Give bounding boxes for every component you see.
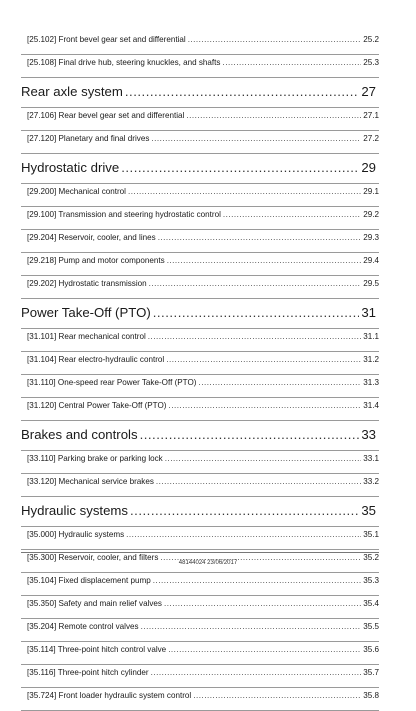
toc-page-number: 35.2 (363, 553, 379, 562)
toc-entry-underline (21, 526, 379, 527)
toc-dot-leader (149, 279, 362, 288)
toc-entry-underline (21, 130, 379, 131)
toc-entry-underline (21, 107, 379, 108)
toc-dot-leader (126, 530, 361, 539)
toc-dot-leader (151, 134, 361, 143)
toc-subsection-entry[interactable] (21, 378, 379, 396)
toc-entry-underline (21, 252, 379, 253)
toc-entry-title: [25.102] Front bevel gear set and differential (27, 35, 186, 44)
footer-document-id: 48144024 23/06/2017 (178, 560, 238, 566)
toc-entry-title: [25.108] Final drive hub, steering knuckles, and shafts (27, 58, 221, 67)
toc-subsection-entry[interactable] (21, 35, 379, 53)
toc-entry-underline (21, 618, 379, 619)
toc-entry-title: [31.110] One-speed rear Power Take-Off (PTO) (27, 378, 197, 387)
toc-dot-leader (148, 332, 361, 341)
toc-entry-underline (21, 641, 379, 642)
toc-entry-title: [31.101] Rear mechanical control (27, 332, 146, 341)
toc-subsection-entry[interactable] (21, 58, 379, 76)
toc-page-number: 31.3 (363, 378, 379, 387)
toc-dot-leader (193, 691, 361, 700)
toc-entry-underline (21, 450, 379, 451)
toc-dot-leader (198, 378, 361, 387)
toc-dot-leader (188, 35, 362, 44)
toc-page-number: 27.2 (363, 134, 379, 143)
toc-entry-title: Rear axle system (21, 84, 123, 99)
toc-page-number: 27.1 (363, 111, 379, 120)
toc-entry-underline (21, 549, 379, 550)
toc-entry-title: [35.114] Three-point hitch control valve (27, 645, 167, 654)
toc-page-number: 25.3 (363, 58, 379, 67)
toc-entry-underline (21, 229, 379, 230)
toc-entry-underline (21, 153, 379, 154)
toc-dot-leader (140, 427, 360, 442)
toc-entry-underline (21, 77, 379, 78)
toc-entry-underline (21, 298, 379, 299)
toc-dot-leader (125, 84, 359, 99)
toc-page-number: 31 (361, 305, 376, 320)
toc-entry-underline (21, 496, 379, 497)
toc-entry-underline (21, 351, 379, 352)
toc-subsection-entry[interactable] (21, 233, 379, 251)
toc-page-number: 33.1 (363, 454, 379, 463)
toc-page-number: 31.1 (363, 332, 379, 341)
toc-page-number: 35.5 (363, 622, 379, 631)
toc-entry-title: [29.204] Reservoir, cooler, and lines (27, 233, 156, 242)
toc-dot-leader (167, 256, 362, 265)
toc-dot-leader (168, 645, 361, 654)
toc-entry-title: Power Take-Off (PTO) (21, 305, 151, 320)
toc-dot-leader (223, 210, 361, 219)
toc-entry-title: [33.110] Parking brake or parking lock (27, 454, 163, 463)
toc-entry-title: Hydraulic systems (21, 503, 128, 518)
toc-entry-title: [29.218] Pump and motor components (27, 256, 165, 265)
toc-entry-underline (21, 572, 379, 573)
toc-section-entry[interactable] (21, 305, 379, 325)
toc-page-number: 35.8 (363, 691, 379, 700)
toc-subsection-entry[interactable] (21, 645, 379, 663)
toc-subsection-entry[interactable] (21, 111, 379, 129)
toc-dot-leader (153, 305, 360, 320)
toc-entry-title: [35.204] Remote control valves (27, 622, 139, 631)
toc-subsection-entry[interactable] (21, 332, 379, 350)
toc-page-number: 29.2 (363, 210, 379, 219)
toc-entry-title: [31.104] Rear electro-hydraulic control (27, 355, 165, 364)
toc-dot-leader (121, 160, 359, 175)
toc-dot-leader (166, 355, 361, 364)
toc-dot-leader (186, 111, 361, 120)
toc-subsection-entry[interactable] (21, 355, 379, 373)
toc-subsection-entry[interactable] (21, 401, 379, 419)
toc-dot-leader (158, 233, 362, 242)
toc-dot-leader (141, 622, 362, 631)
toc-dot-leader (165, 454, 362, 463)
toc-page-number: 35 (361, 503, 376, 518)
toc-subsection-entry[interactable] (21, 187, 379, 205)
toc-entry-underline (21, 374, 379, 375)
toc-subsection-entry[interactable] (21, 622, 379, 640)
toc-entry-title: [29.100] Transmission and steering hydrostatic control (27, 210, 221, 219)
toc-dot-leader (164, 599, 361, 608)
toc-subsection-entry[interactable] (21, 134, 379, 152)
toc-entry-underline (21, 420, 379, 421)
toc-entry-title: [33.120] Mechanical service brakes (27, 477, 154, 486)
toc-page-number: 29.5 (363, 279, 379, 288)
toc-entry-underline (21, 275, 379, 276)
toc-entry-title: [35.000] Hydraulic systems (27, 530, 125, 539)
toc-entry-underline (21, 328, 379, 329)
toc-dot-leader (153, 576, 362, 585)
toc-page-number: 35.6 (363, 645, 379, 654)
toc-entry-title: Brakes and controls (21, 427, 138, 442)
toc-entry-underline (21, 206, 379, 207)
toc-dot-leader (168, 401, 361, 410)
toc-page-number: 35.4 (363, 599, 379, 608)
toc-page-number: 29.4 (363, 256, 379, 265)
footer-divider (21, 552, 379, 553)
toc-entry-underline (21, 473, 379, 474)
toc-page-number: 33 (361, 427, 376, 442)
toc-subsection-entry[interactable] (21, 691, 379, 709)
toc-page-number: 27 (361, 84, 376, 99)
toc-subsection-entry[interactable] (21, 477, 379, 495)
toc-subsection-entry[interactable] (21, 454, 379, 472)
toc-subsection-entry[interactable] (21, 668, 379, 686)
toc-entry-title: [27.106] Rear bevel gear set and differential (27, 111, 185, 120)
toc-entry-underline (21, 664, 379, 665)
toc-dot-leader (156, 477, 361, 486)
toc-entry-title: [35.724] Front loader hydraulic system control (27, 691, 192, 700)
toc-entry-title: [35.104] Fixed displacement pump (27, 576, 151, 585)
toc-page-number: 35.7 (363, 668, 379, 677)
toc-subsection-entry[interactable] (21, 530, 379, 548)
toc-subsection-entry[interactable] (21, 599, 379, 617)
toc-page-number: 33.2 (363, 477, 379, 486)
toc-dot-leader (151, 668, 362, 677)
toc-entry-title: [29.202] Hydrostatic transmission (27, 279, 147, 288)
toc-section-entry[interactable] (21, 84, 379, 104)
toc-page-number: 31.4 (363, 401, 379, 410)
toc-subsection-entry[interactable] (21, 256, 379, 274)
toc-page-number: 29 (361, 160, 376, 175)
toc-entry-title: [29.200] Mechanical control (27, 187, 126, 196)
toc-entry-title: [27.120] Planetary and final drives (27, 134, 150, 143)
toc-entry-title: [35.116] Three-point hitch cylinder (27, 668, 149, 677)
toc-entry-title: [31.120] Central Power Take-Off (PTO) (27, 401, 167, 410)
toc-subsection-entry[interactable] (21, 576, 379, 594)
toc-dot-leader (222, 58, 361, 67)
toc-entry-underline (21, 687, 379, 688)
toc-section-entry[interactable] (21, 160, 379, 180)
table-of-contents (21, 32, 379, 711)
toc-section-entry[interactable] (21, 427, 379, 447)
toc-entry-title: [35.300] Reservoir, cooler, and filters (27, 553, 159, 562)
toc-entry-underline (21, 595, 379, 596)
toc-entry-underline (21, 54, 379, 55)
toc-entry-underline (21, 397, 379, 398)
toc-dot-leader (130, 503, 359, 518)
toc-entry-underline (21, 183, 379, 184)
toc-page-number: 29.3 (363, 233, 379, 242)
toc-dot-leader (128, 187, 361, 196)
toc-page-number: 29.1 (363, 187, 379, 196)
toc-page-number: 35.3 (363, 576, 379, 585)
toc-section-entry[interactable] (21, 503, 379, 523)
toc-subsection-entry[interactable] (21, 279, 379, 297)
toc-entry-title: Hydrostatic drive (21, 160, 120, 175)
toc-page-number: 25.2 (363, 35, 379, 44)
toc-entry-title: [35.350] Safety and main relief valves (27, 599, 162, 608)
toc-page-number: 35.1 (363, 530, 379, 539)
toc-subsection-entry[interactable] (21, 210, 379, 228)
toc-page-number: 31.2 (363, 355, 379, 364)
